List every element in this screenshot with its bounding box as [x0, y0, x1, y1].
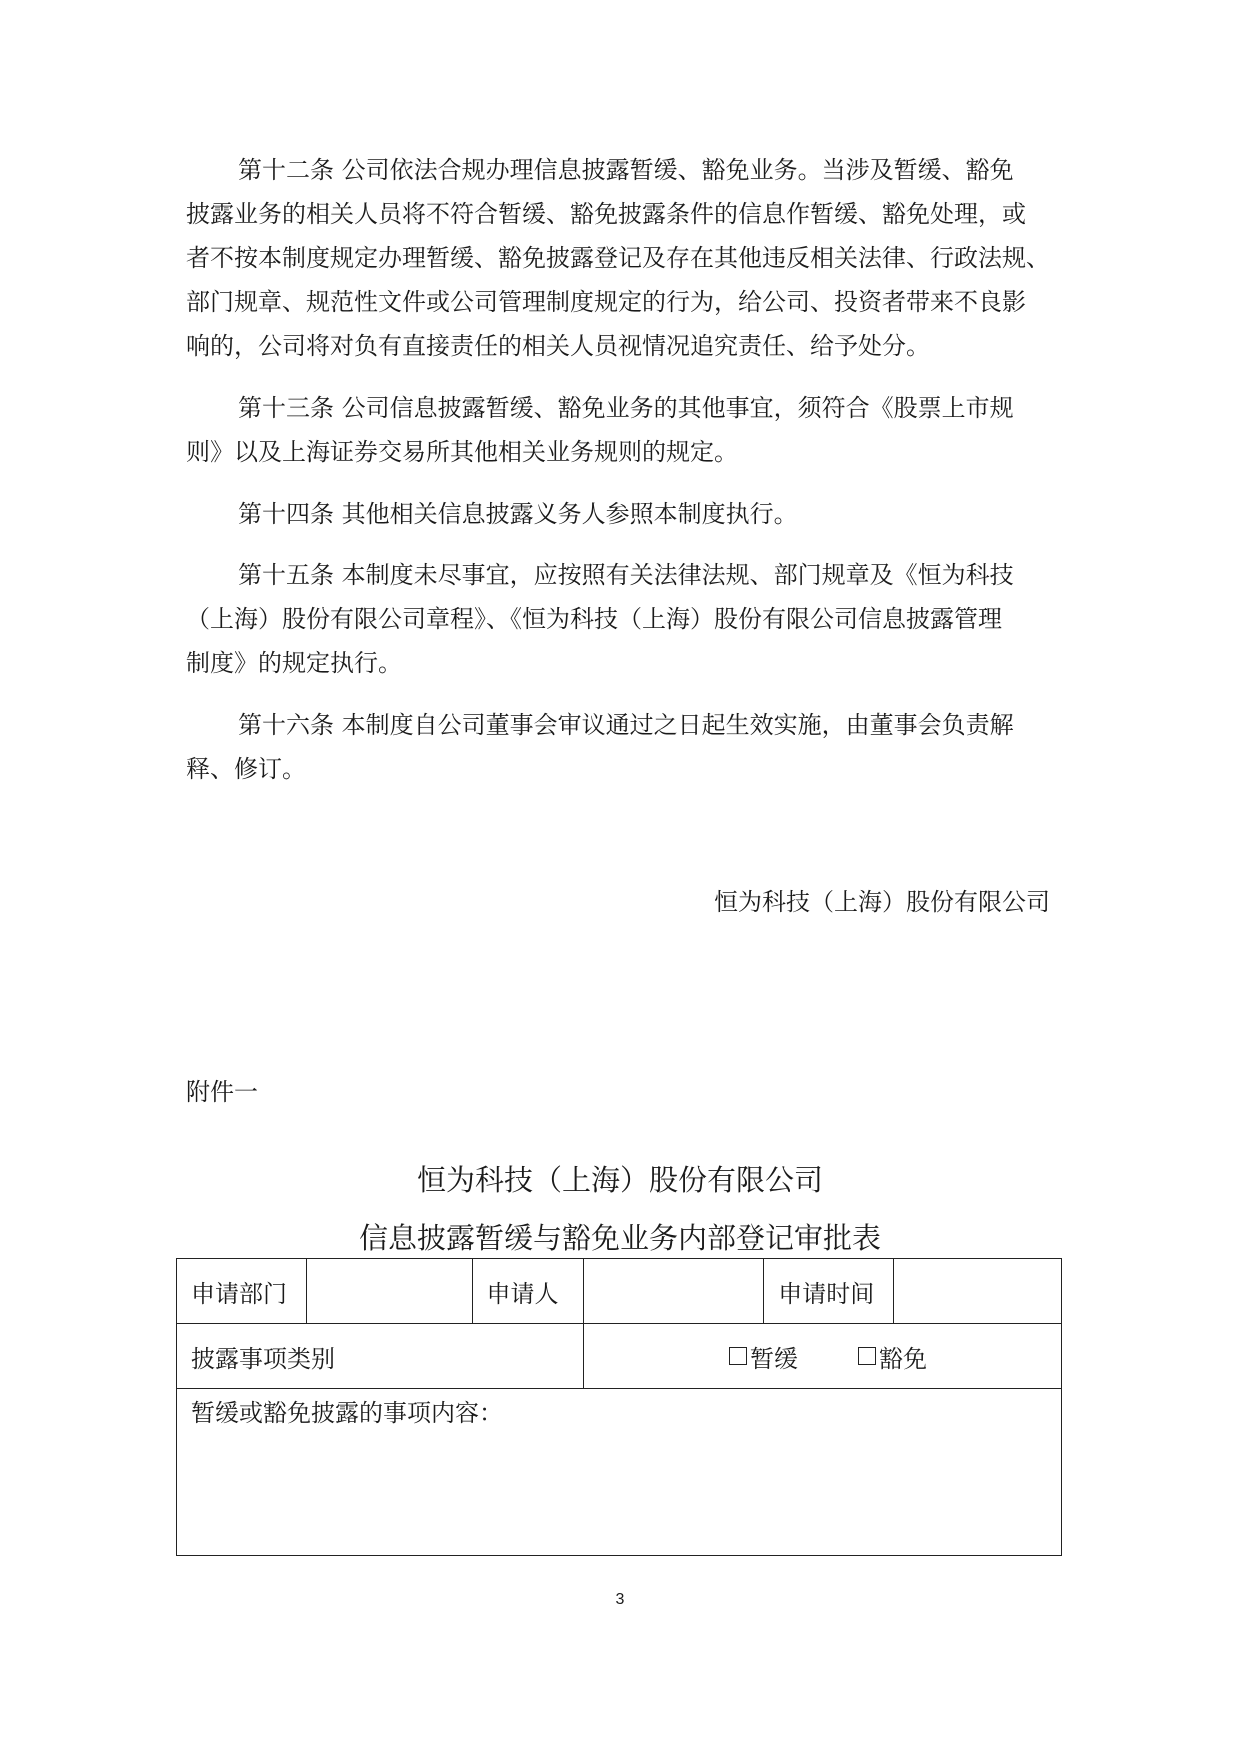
- content-label: 暂缓或豁免披露的事项内容：: [191, 1399, 503, 1427]
- checkbox-icon: [858, 1347, 876, 1365]
- exempt-checkbox[interactable]: [858, 1339, 927, 1374]
- article-12-line: 披露业务的相关人员将不符合暂缓、豁免披露条件的信息作暂缓、豁免处理，或: [186, 200, 1026, 228]
- table-row: [177, 1324, 1062, 1389]
- form-title: 信息披露暂缓与豁免业务内部登记审批表: [358, 1221, 881, 1255]
- dept-label: 申请部门: [177, 1259, 307, 1324]
- article-16-line: 释、修订。: [186, 755, 306, 783]
- exempt-option-label: 豁免: [879, 1344, 927, 1373]
- time-label: 申请时间: [764, 1259, 894, 1324]
- article-12-line: 响的，公司将对负有直接责任的相关人员视情况追究责任、给予处分。: [186, 332, 930, 360]
- defer-checkbox[interactable]: [729, 1339, 798, 1374]
- table-row: [177, 1259, 1062, 1324]
- article-15-line: （上海）股份有限公司章程》、《恒为科技（上海）股份有限公司信息披露管理: [186, 605, 1002, 633]
- article-14-line: 第十四条 其他相关信息披露义务人参照本制度执行。: [238, 500, 798, 528]
- article-14: [186, 492, 1076, 536]
- article-12-line: 者不按本制度规定办理暂缓、豁免披露登记及存在其他违反相关法律、行政法规、: [186, 244, 1050, 272]
- article-12: [186, 148, 1076, 368]
- content-field[interactable]: [177, 1389, 1062, 1556]
- applicant-field[interactable]: [584, 1259, 764, 1324]
- checkbox-icon: [729, 1347, 747, 1365]
- article-15: [186, 553, 1076, 685]
- page-number: 3: [615, 1591, 625, 1608]
- article-13-line: 第十三条 公司信息披露暂缓、豁免业务的其他事宜，须符合《股票上市规: [238, 394, 1014, 422]
- company-signature: 恒为科技（上海）股份有限公司: [714, 888, 1050, 916]
- category-label: 披露事项类别: [177, 1324, 584, 1389]
- article-16-line: 第十六条 本制度自公司董事会审议通过之日起生效实施，由董事会负责解: [238, 711, 1014, 739]
- category-options: [584, 1324, 1062, 1389]
- article-16: [186, 703, 1076, 791]
- article-13-line: 则》以及上海证券交易所其他相关业务规则的规定。: [186, 438, 738, 466]
- approval-form-table: [176, 1258, 1062, 1556]
- applicant-label: 申请人: [472, 1259, 584, 1324]
- article-15-line: 第十五条 本制度未尽事宜，应按照有关法律法规、部门规章及《恒为科技: [238, 561, 1014, 589]
- article-15-line: 制度》的规定执行。: [186, 649, 402, 677]
- article-12-line: 部门规章、规范性文件或公司管理制度规定的行为，给公司、投资者带来不良影: [186, 288, 1026, 316]
- attachment-label: 附件一: [186, 1078, 258, 1106]
- table-row: [177, 1389, 1062, 1556]
- defer-option-label: 暂缓: [750, 1344, 798, 1373]
- dept-field[interactable]: [306, 1259, 472, 1324]
- form-company-title: 恒为科技（上海）股份有限公司: [416, 1163, 823, 1197]
- article-12-line: 第十二条 公司依法合规办理信息披露暂缓、豁免业务。当涉及暂缓、豁免: [238, 156, 1014, 184]
- article-13: [186, 386, 1076, 474]
- time-field[interactable]: [894, 1259, 1062, 1324]
- category-checkbox-group: [598, 1339, 1047, 1374]
